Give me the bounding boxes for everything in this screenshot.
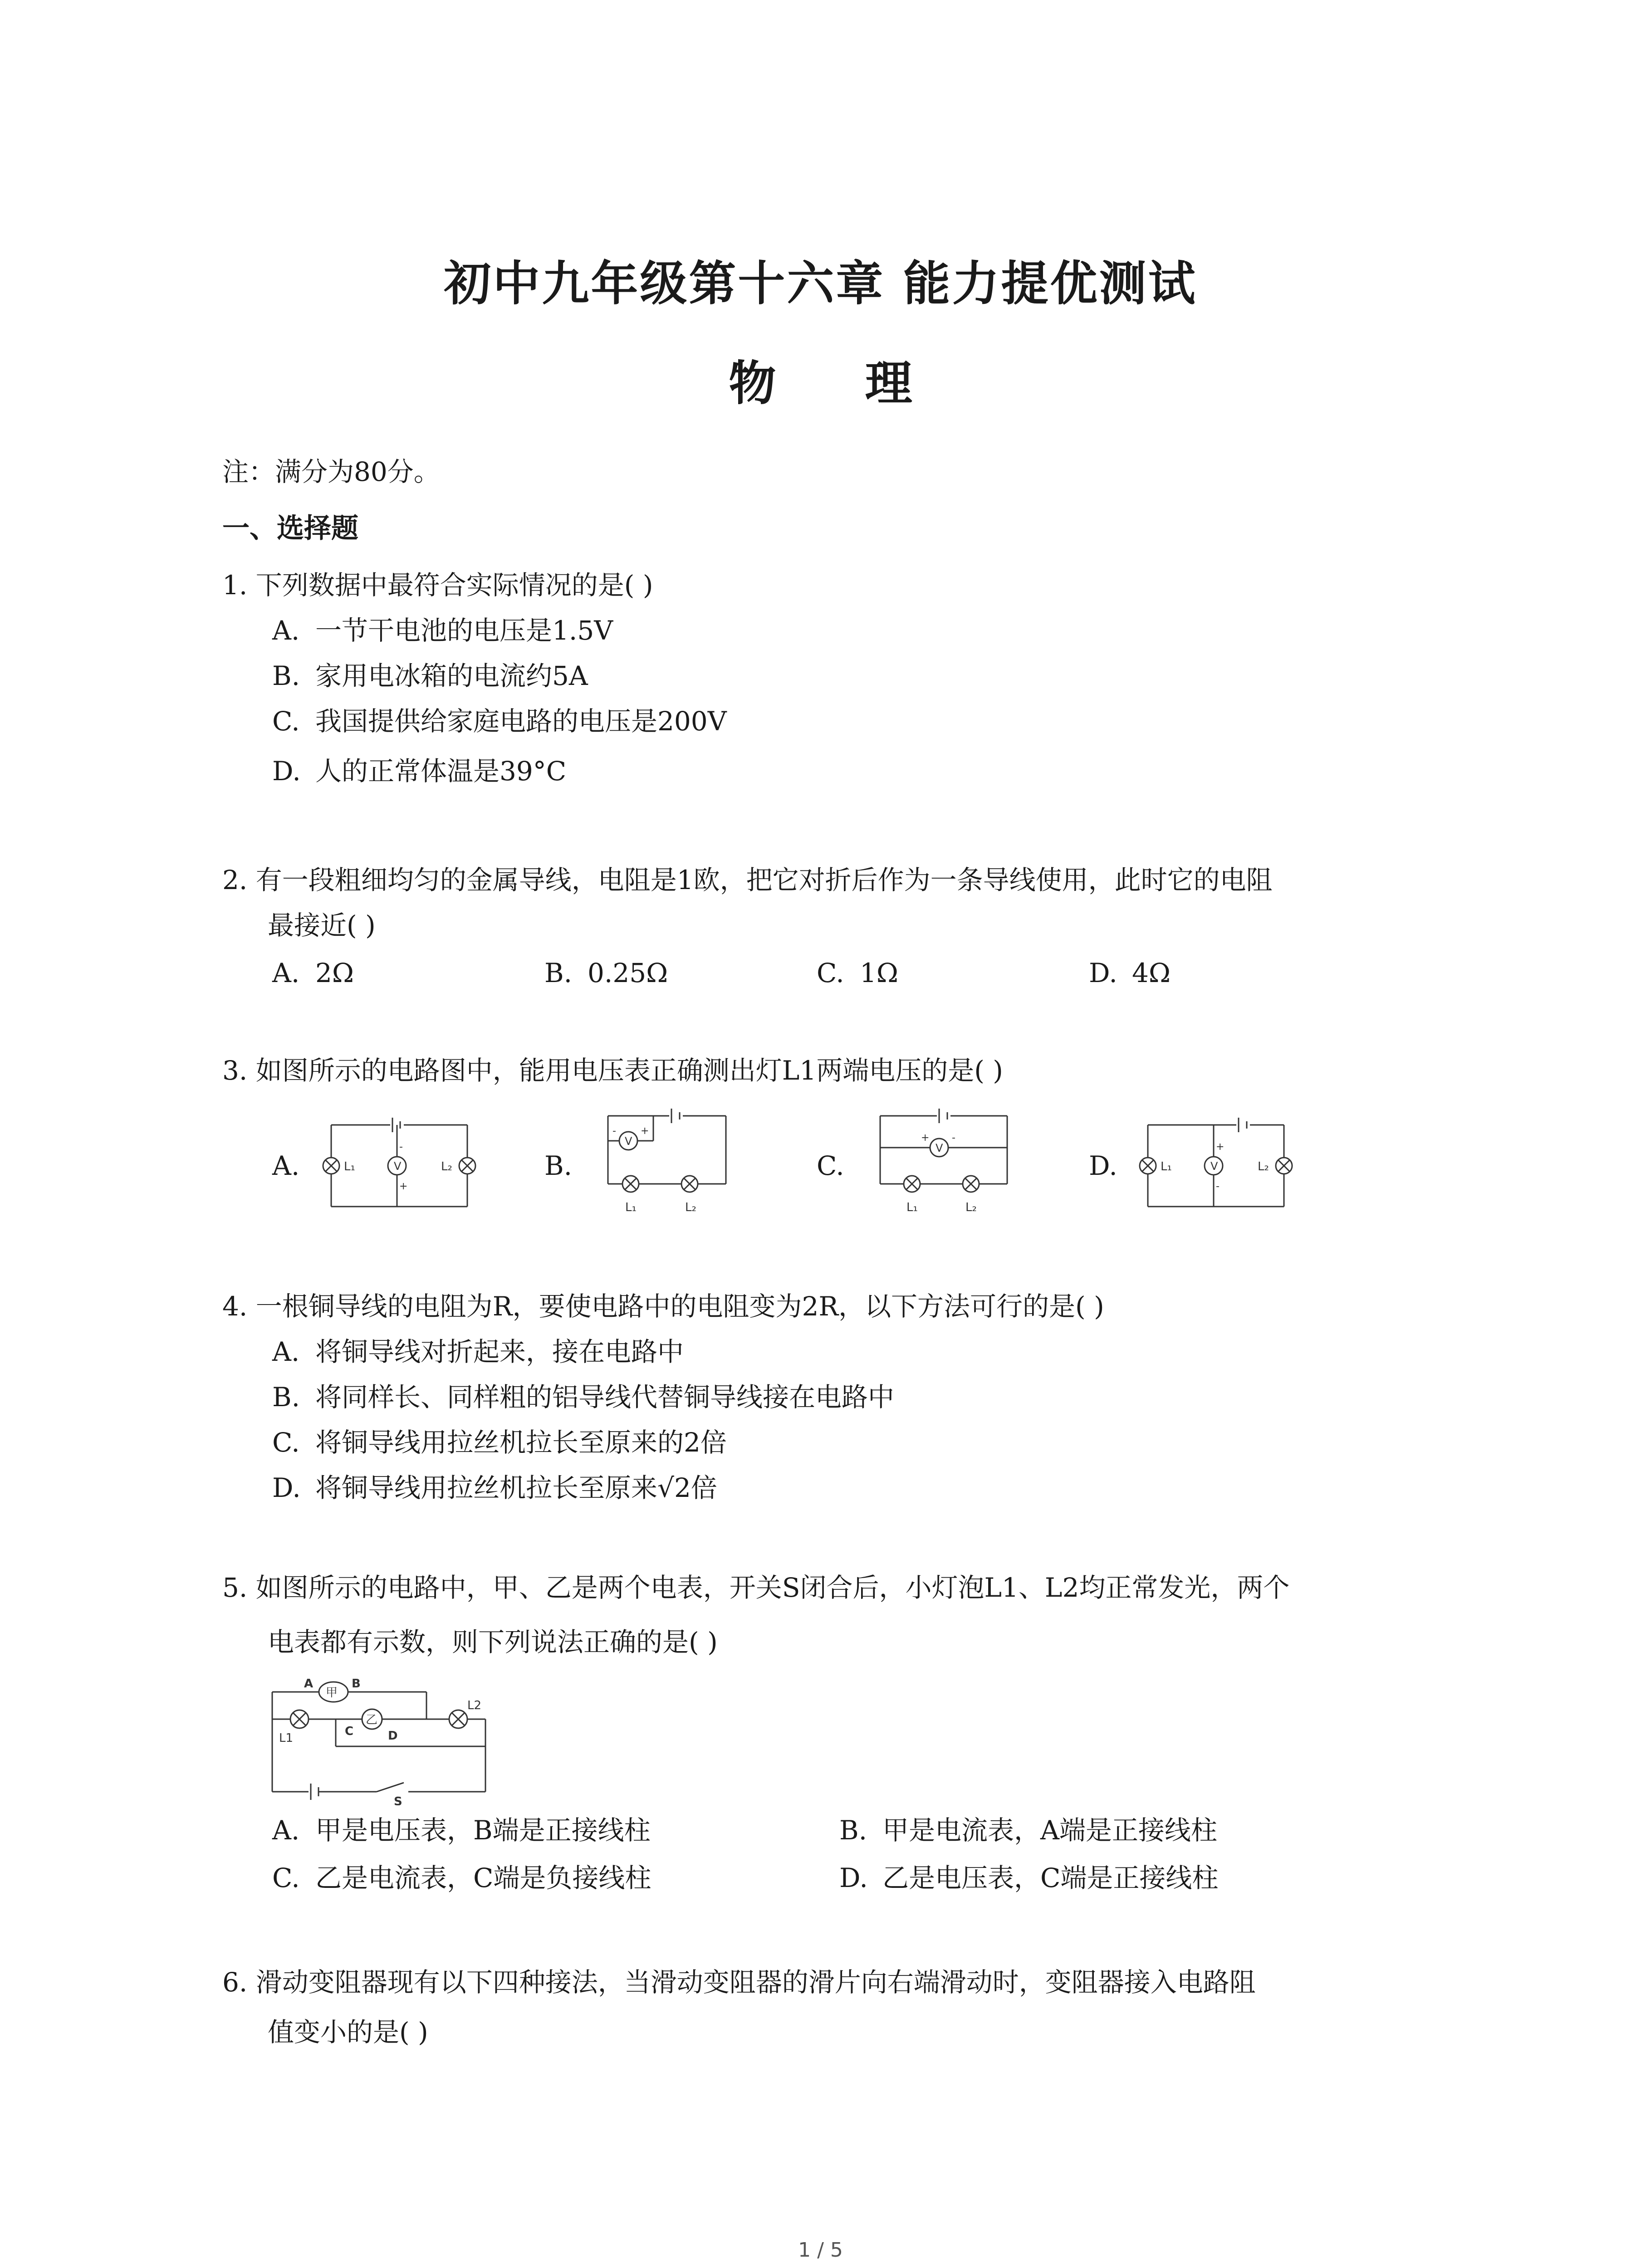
question-number: 6. — [222, 1967, 248, 1998]
option-label: C. — [272, 1427, 300, 1458]
q1-option-b — [272, 658, 588, 694]
meter-jia-label: 甲 — [326, 1686, 338, 1700]
section-title: 一、选择题 — [222, 513, 358, 544]
terminal-d: D — [388, 1729, 398, 1743]
option-label: A. — [272, 958, 300, 988]
plus-sign: + — [1216, 1141, 1225, 1153]
question-6-line-2: 值变小的是( ) — [268, 2017, 428, 2048]
q4-option-a — [272, 1334, 684, 1370]
q3-option-a-label: A. — [272, 1150, 300, 1181]
question-number: 2. — [222, 865, 248, 895]
question-number: 4. — [222, 1291, 248, 1322]
question-2-line-2: 最接近( ) — [268, 910, 376, 941]
q3-circuit-diagram-a — [318, 1111, 481, 1220]
option-label: D. — [272, 1472, 301, 1503]
minus-sign: - — [1216, 1181, 1220, 1192]
q2-option-b — [544, 955, 668, 991]
question-5 — [222, 1569, 1289, 1606]
option-text: 将铜导线用拉丝机拉长至原来的2倍 — [315, 1427, 727, 1458]
q5-option-c — [272, 1860, 651, 1896]
option-text: 将铜导线对折起来，接在电路中 — [315, 1336, 684, 1367]
question-6 — [222, 1964, 1256, 2000]
q2-option-c — [817, 955, 898, 991]
option-text: 甲是电压表，B端是正接线柱 — [315, 1815, 651, 1846]
option-text: 乙是电流表，C端是负接线柱 — [315, 1862, 652, 1893]
question-stem: 有一段粗细均匀的金属导线，电阻是1欧，把它对折后作为一条导线使用，此时它的电阻 — [255, 865, 1273, 895]
question-1 — [222, 567, 653, 603]
q3-option-c-label: C. — [817, 1150, 844, 1181]
meter-yi-label: 乙 — [366, 1713, 378, 1727]
minus-sign: - — [952, 1132, 955, 1144]
option-label: D. — [1089, 958, 1117, 988]
option-label: B. — [839, 1815, 867, 1846]
question-number: 5. — [222, 1572, 248, 1603]
lamp-l2-label: L2 — [467, 1699, 482, 1712]
q4-option-b — [272, 1379, 894, 1415]
lamp-l2-label: L₂ — [1258, 1160, 1269, 1173]
q2-option-d — [1089, 955, 1171, 991]
q5-option-d — [839, 1860, 1218, 1896]
option-text: 0.25Ω — [588, 958, 668, 988]
page-number: 1 / 5 — [798, 2239, 843, 2262]
q3-circuit-diagram-b — [599, 1102, 735, 1234]
switch-s-label: S — [394, 1795, 402, 1805]
lamp-l2-label: L₂ — [441, 1160, 452, 1173]
q5-option-a — [272, 1812, 651, 1848]
option-text: 家用电冰箱的电流约5A — [315, 660, 588, 691]
lamp-l1-label: L1 — [279, 1731, 294, 1745]
question-number: 3. — [222, 1055, 248, 1086]
option-label: D. — [839, 1862, 868, 1893]
q4-option-c — [272, 1424, 727, 1461]
option-text: 一节干电池的电压是1.5V — [315, 615, 613, 646]
voltmeter-label: V — [625, 1135, 632, 1148]
lamp-l1-label: L₁ — [344, 1160, 355, 1173]
option-label: B. — [544, 958, 573, 988]
option-label: C. — [272, 1862, 300, 1893]
lamp-l2-label: L₂ — [965, 1201, 977, 1214]
terminal-a: A — [304, 1677, 314, 1691]
minus-sign: - — [612, 1125, 616, 1137]
plus-sign: + — [921, 1132, 930, 1144]
option-label: D. — [272, 756, 301, 787]
option-text: 4Ω — [1132, 958, 1171, 988]
q3-circuit-diagram-c — [871, 1102, 1016, 1238]
option-text: 1Ω — [860, 958, 898, 988]
option-label: A. — [272, 1815, 300, 1846]
option-label: A. — [272, 615, 300, 646]
terminal-b: B — [352, 1677, 361, 1691]
question-stem: 如图所示的电路中，甲、乙是两个电表，开关S闭合后，小灯泡L1、L2均正常发光，两个 — [255, 1572, 1290, 1603]
question-4 — [222, 1288, 1104, 1325]
option-text: 我国提供给家庭电路的电压是200V — [315, 706, 727, 737]
q2-option-a — [272, 955, 354, 991]
minus-sign: - — [399, 1141, 403, 1153]
q5-option-b — [839, 1812, 1217, 1848]
option-label: A. — [272, 1336, 300, 1367]
page-title: 初中九年级第十六章 能力提优测试 — [444, 256, 1197, 311]
q3-option-d-label: D. — [1089, 1150, 1117, 1181]
option-text: 人的正常体温是39°C — [315, 756, 567, 787]
question-3 — [222, 1052, 1003, 1089]
lamp-l1-label: L₁ — [625, 1201, 637, 1214]
question-stem: 滑动变阻器现有以下四种接法，当滑动变阻器的滑片向右端滑动时，变阻器接入电路阻 — [255, 1967, 1256, 1998]
option-text: 将铜导线用拉丝机拉长至原来√2倍 — [315, 1472, 717, 1503]
question-5-line-2: 电表都有示数，则下列说法正确的是( ) — [268, 1627, 718, 1657]
voltmeter-label: V — [394, 1160, 402, 1173]
option-label: C. — [817, 958, 844, 988]
q4-option-d — [272, 1470, 717, 1506]
voltmeter-label: V — [936, 1142, 943, 1154]
option-text: 甲是电流表，A端是正接线柱 — [882, 1815, 1217, 1846]
option-text: 乙是电压表，C端是正接线柱 — [882, 1862, 1219, 1893]
q1-option-d — [272, 753, 566, 789]
q5-circuit-diagram — [259, 1669, 504, 1805]
option-text: 将同样长、同样粗的铝导线代替铜导线接在电路中 — [315, 1382, 895, 1413]
q3-option-b-label: B. — [544, 1150, 573, 1181]
question-stem: 下列数据中最符合实际情况的是( ) — [255, 570, 653, 601]
subject-title: 物 理 — [729, 356, 949, 411]
option-label: C. — [272, 706, 300, 737]
option-label: B. — [272, 1382, 300, 1413]
question-number: 1. — [222, 570, 248, 601]
plus-sign: + — [399, 1181, 408, 1192]
score-note: 注：满分为80分。 — [222, 456, 440, 487]
question-2 — [222, 862, 1273, 898]
q1-option-a — [272, 612, 613, 649]
terminal-c: C — [345, 1725, 354, 1738]
q3-circuit-diagram-d — [1134, 1111, 1298, 1220]
lamp-l2-label: L₂ — [685, 1201, 696, 1214]
option-text: 2Ω — [315, 958, 354, 988]
lamp-l1-label: L₁ — [906, 1201, 918, 1214]
voltmeter-label: V — [1210, 1160, 1218, 1173]
plus-sign: + — [641, 1125, 649, 1137]
question-stem: 如图所示的电路图中，能用电压表正确测出灯L1两端电压的是( ) — [255, 1055, 1003, 1086]
question-stem: 一根铜导线的电阻为R，要使电路中的电阻变为2R，以下方法可行的是( ) — [255, 1291, 1104, 1322]
option-label: B. — [272, 660, 300, 691]
lamp-l1-label: L₁ — [1161, 1160, 1172, 1173]
q1-option-c — [272, 703, 727, 739]
